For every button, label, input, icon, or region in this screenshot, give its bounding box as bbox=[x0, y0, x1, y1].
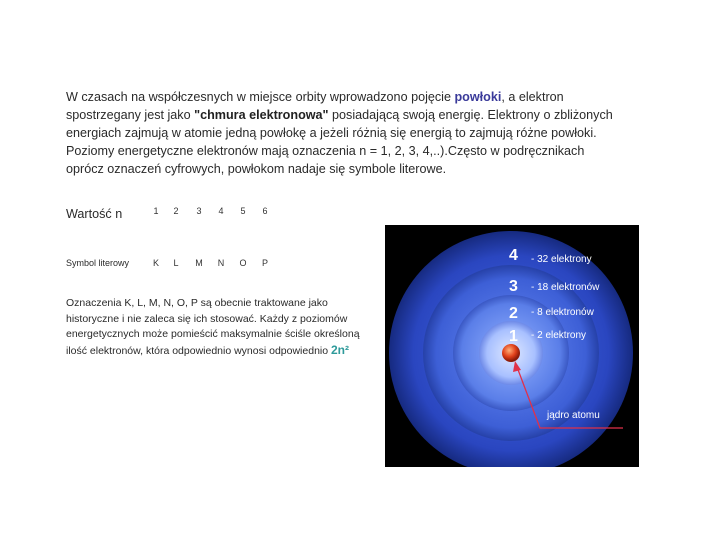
n-value-cell: 6 bbox=[262, 206, 268, 216]
symbol-cell: P bbox=[261, 258, 268, 268]
symbol-cell: N bbox=[217, 258, 225, 268]
symbol-cell: K bbox=[152, 258, 159, 268]
n-value-cell: 1 bbox=[153, 206, 159, 216]
term-powloki: powłoki bbox=[454, 90, 502, 104]
symbol-cell: L bbox=[173, 258, 179, 268]
shell-capacity-label: - 18 elektronów bbox=[531, 282, 600, 293]
shell-number: 1 bbox=[509, 328, 518, 345]
n-value-cell: 2 bbox=[173, 206, 179, 216]
n-value-cell: 5 bbox=[240, 206, 246, 216]
intro-text-2: , a elektron spostrzegany jest jako bbox=[66, 90, 564, 122]
shell-number: 3 bbox=[509, 278, 518, 295]
n-value-label: Wartość n bbox=[66, 207, 123, 221]
term-chmura-elektronowa: "chmura elektronowa" bbox=[194, 108, 329, 122]
note-text: Oznaczenia K, L, M, N, O, P są obecnie traktowane jako historyczne i nie zaleca się ich stosować. Każdy z poziomów energetycznych może pomieścić maksymalnie ściśle określoną ilość elektronów, która odpowiednio wynosi odpowiednio bbox=[66, 297, 360, 357]
atom-shell-diagram bbox=[385, 225, 639, 467]
intro-text-3: posiadającą swoją energię. Elektrony o zbliżonych energiach zajmują w atomie jedną powłokę a jeżeli różnią się energią to zajmują różne powłoki. Poziomy energetyczne elektronów mają oznaczenia n = 1, 2, 3, 4,..).Często w podręcznikach oprócz oznaczeń cyfrowych, powłokom nadaje się symbole literowe. bbox=[66, 108, 613, 176]
shell-number: 4 bbox=[509, 247, 518, 264]
nucleus bbox=[502, 344, 520, 362]
n-value-cell: 4 bbox=[218, 206, 224, 216]
nucleus-label: jądro atomu bbox=[547, 410, 600, 421]
n-value-cell: 3 bbox=[196, 206, 202, 216]
symbol-cell: M bbox=[195, 258, 203, 268]
shell-capacity-label: - 8 elektronów bbox=[531, 307, 594, 318]
shell-capacity-label: - 32 elektrony bbox=[531, 254, 592, 265]
formula-2n2: 2n² bbox=[331, 342, 349, 357]
intro-text-1: W czasach na współczesnych w miejsce orbity wprowadzono pojęcie bbox=[66, 90, 455, 104]
shell-number: 2 bbox=[509, 305, 518, 322]
symbol-cell: O bbox=[239, 258, 247, 268]
intro-paragraph bbox=[66, 88, 621, 178]
shell-capacity-label: - 2 elektrony bbox=[531, 330, 587, 341]
symbol-label: Symbol literowy bbox=[66, 258, 130, 268]
note-paragraph bbox=[66, 296, 376, 359]
